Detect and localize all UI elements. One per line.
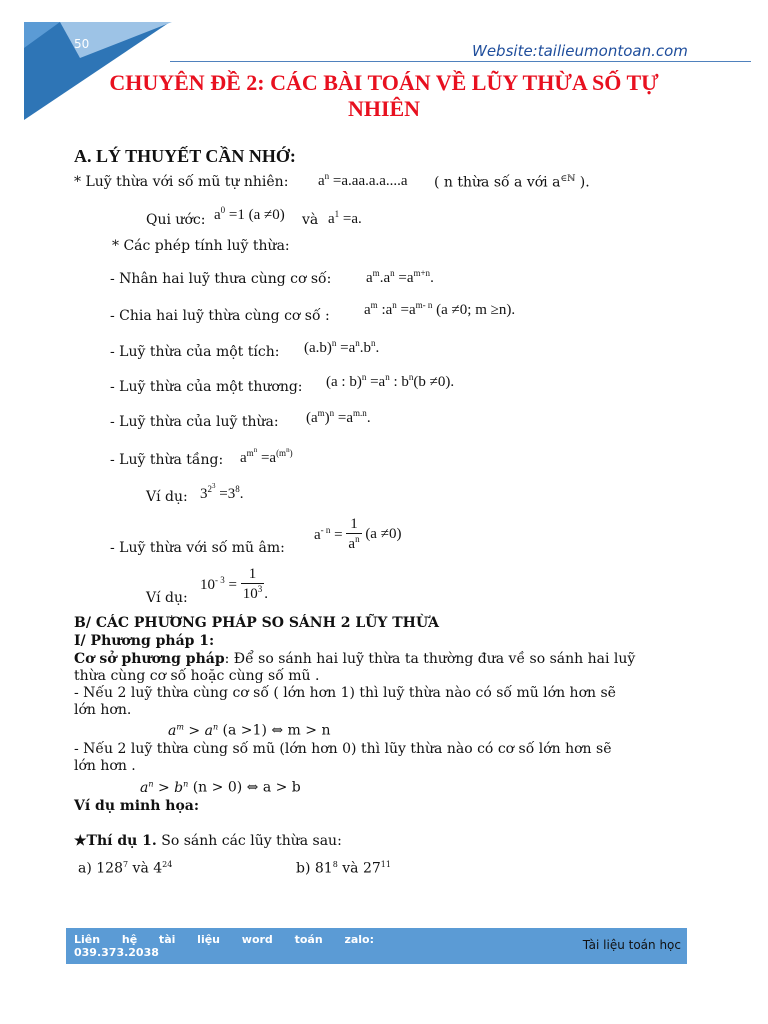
op-product: - Luỹ thừa của một tích: xyxy=(110,344,280,360)
definition-prefix: * Luỹ thừa với số mũ tự nhiên: xyxy=(74,174,289,190)
convention-and: và xyxy=(302,212,319,228)
op-quotient-formula: (a : $b)^n =a^n$ : $b^n(b \ne 0)$. xyxy=(326,372,455,390)
op-multiply-formula: $a^m.a^n =a^{m+n}$. xyxy=(366,268,434,286)
rule-2-line-1: - Nếu 2 luỹ thừa cùng số mũ (lớn hơn 0) thì lũy thừa nào có cơ số lớn hơn sẽ xyxy=(74,741,612,757)
op-tower-formula: $a^{m^n} =a^{(m^n)}$ xyxy=(240,446,293,466)
example-1-formula: $3^{2^3} =3^8$. xyxy=(200,482,244,502)
example-2-prefix: Ví dụ: xyxy=(146,590,188,606)
basis-line-1: Cơ sở phương pháp: Để so sánh hai luỹ thừa ta thường đưa về so sánh hai luỹ xyxy=(74,651,636,667)
definition-paren: ( n thừa số a với $a^{\in ℕ}$ ). xyxy=(434,174,590,191)
op-negative-formula: $a^{- n}$ = $\frac{1}{a^n}$ (a ≠0) xyxy=(314,516,402,552)
op-multiply: - Nhân hai luỹ thưa cùng cơ số: xyxy=(110,271,332,287)
convention-formula-2: $a^1 =a$. xyxy=(328,209,362,227)
ops-heading: * Các phép tính luỹ thừa: xyxy=(112,238,290,254)
page-title: CHUYÊN ĐỀ 2: CÁC BÀI TOÁN VỀ LŨY THỪA SỐ TỰ xyxy=(109,70,659,95)
rule-2-formula: $a^n > b^n$ (n > 0) ⇔ a > b xyxy=(140,779,301,796)
op-quotient: - Luỹ thừa của một thương: xyxy=(110,379,303,395)
rule-2-line-2: lớn hơn . xyxy=(74,758,136,774)
definition-formula: $a^n =a.aa.a.a....a$ xyxy=(318,171,408,189)
op-tower: - Luỹ thừa tầng: xyxy=(110,452,224,468)
footer-contact: Liên hệ tài liệu word toán zalo: xyxy=(74,933,374,946)
op-divide-formula: $a^m$ $:a^n =a^{m- n}$ (a ≠0; m ≥n). xyxy=(364,300,516,318)
section-b-heading: B/ CÁC PHƯƠNG PHÁP SO SÁNH 2 LŨY THỪA xyxy=(74,615,439,631)
method-1-heading: I/ Phương pháp 1: xyxy=(74,633,215,649)
rule-1-line-1: - Nếu 2 luỹ thừa cùng cơ số ( lớn hơn 1) thì luỹ thừa nào có số mũ lớn hơn sẽ xyxy=(74,685,616,701)
example-1-prefix: Ví dụ: xyxy=(146,489,188,505)
example-2-formula: $10^{- 3}$ = $\frac{1}{10^3}$ . xyxy=(200,566,268,602)
rule-1-line-2: lớn hơn. xyxy=(74,702,132,718)
example-1: ★Thí dụ 1. So sánh các lũy thừa sau: xyxy=(74,833,342,849)
convention-prefix: Qui ước: xyxy=(146,212,206,228)
page-number: 50 xyxy=(74,37,90,51)
page-title-cont: NHIÊN xyxy=(347,96,421,121)
op-power-of-power-formula: $(a^m)^n =a^{m.n}$. xyxy=(306,408,371,426)
example-1-part-a: a) $128^7$ và $4^{24}$ xyxy=(78,860,173,877)
op-product-formula: $(a.b)^n =a^n.b^n$. xyxy=(304,338,380,356)
footer-right-text: Tài liệu toán học xyxy=(582,938,681,952)
section-a-heading: A. LÝ THUYẾT CẦN NHỚ: xyxy=(74,146,296,166)
header-rule xyxy=(170,61,751,62)
convention-formula-1: $a^0 =1$ (a ≠0) xyxy=(214,205,285,223)
examples-heading: Ví dụ minh họa: xyxy=(74,798,200,814)
op-power-of-power: - Luỹ thừa của luỹ thừa: xyxy=(110,414,279,430)
op-divide: - Chia hai luỹ thừa cùng cơ số : xyxy=(110,308,330,324)
rule-1-formula: $a^m > a^n$ (a >1) ⇔ m > n xyxy=(168,722,331,739)
example-1-part-b: b) $81^8$ và $27^{11}$ xyxy=(296,860,391,877)
footer-phone: 039.373.2038 xyxy=(74,946,159,959)
footer-bar xyxy=(66,928,687,964)
op-negative-exponent: - Luỹ thừa với số mũ âm: xyxy=(110,540,285,556)
website-link[interactable]: Website:tailieumontoan.com xyxy=(472,42,688,60)
basis-line-2: thừa cùng cơ số hoặc cùng số mũ . xyxy=(74,668,320,684)
